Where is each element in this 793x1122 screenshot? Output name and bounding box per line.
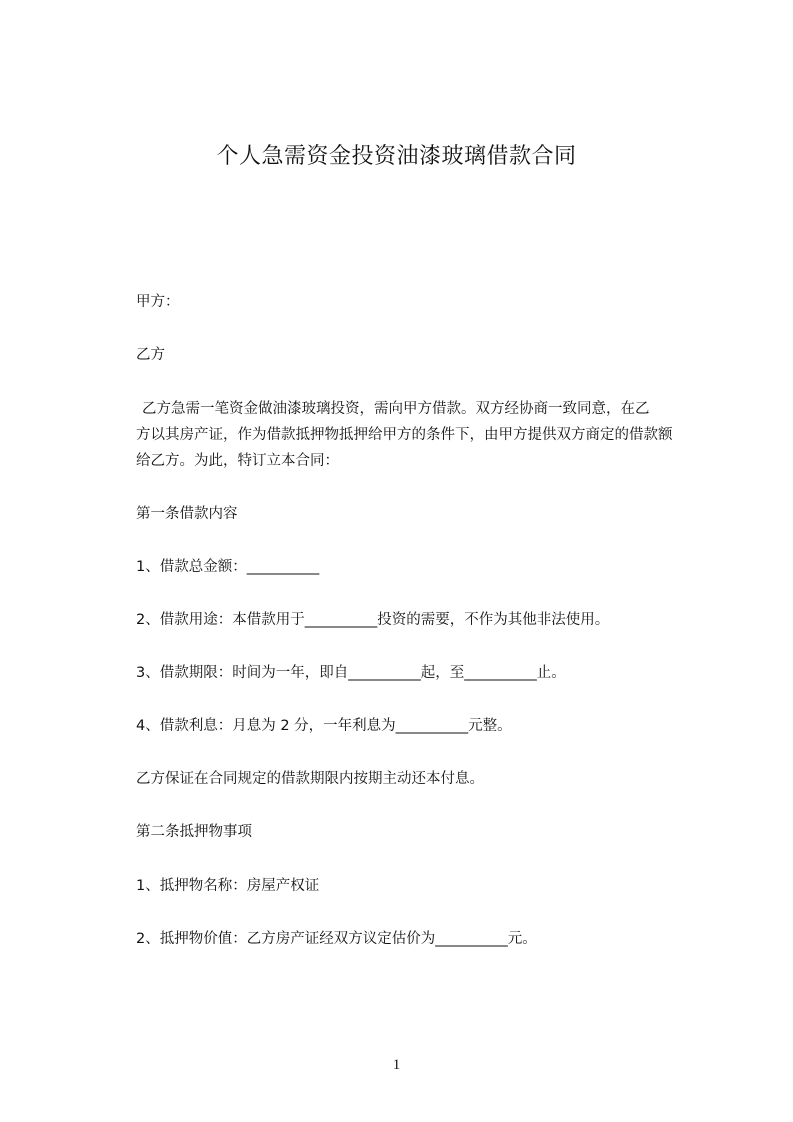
article-1-heading: 第一条借款内容: [136, 506, 238, 522]
article-2-heading: 第二条抵押物事项: [136, 824, 252, 840]
repayment-guarantee: 乙方保证在合同规定的借款期限内按期主动还本付息。: [136, 771, 484, 787]
collateral-value-clause: 2、抵押物价值：乙方房产证经双方议定估价为__________元。: [136, 931, 537, 947]
document-title: 个人急需资金投资油漆玻璃借款合同: [216, 144, 577, 169]
intro-line-3: 给乙方。为此，特订立本合同：: [136, 453, 339, 469]
intro-line-1: 乙方急需一笔资金做油漆玻璃投资，需向甲方借款。双方经协商一致同意，在乙: [142, 401, 650, 417]
loan-amount-clause: 1、借款总金额：__________: [136, 559, 320, 575]
intro-line-2: 方以其房产证，作为借款抵押物抵押给甲方的条件下，由甲方提供双方商定的借款额: [136, 427, 673, 443]
party-a-line: 甲方：: [136, 294, 180, 310]
page-number: 1: [392, 1057, 401, 1073]
loan-term-clause: 3、借款期限：时间为一年，即自__________起，至__________止。: [136, 665, 566, 681]
intro-paragraph: [136, 396, 706, 474]
loan-interest-clause: 4、借款利息：月息为 2 分，一年利息为__________元整。: [136, 718, 512, 734]
party-b-line: 乙方: [136, 347, 165, 363]
loan-purpose-clause: 2、借款用途：本借款用于__________投资的需要，不作为其他非法使用。: [136, 612, 610, 628]
collateral-name-clause: 1、抵押物名称：房屋产权证: [136, 878, 320, 894]
